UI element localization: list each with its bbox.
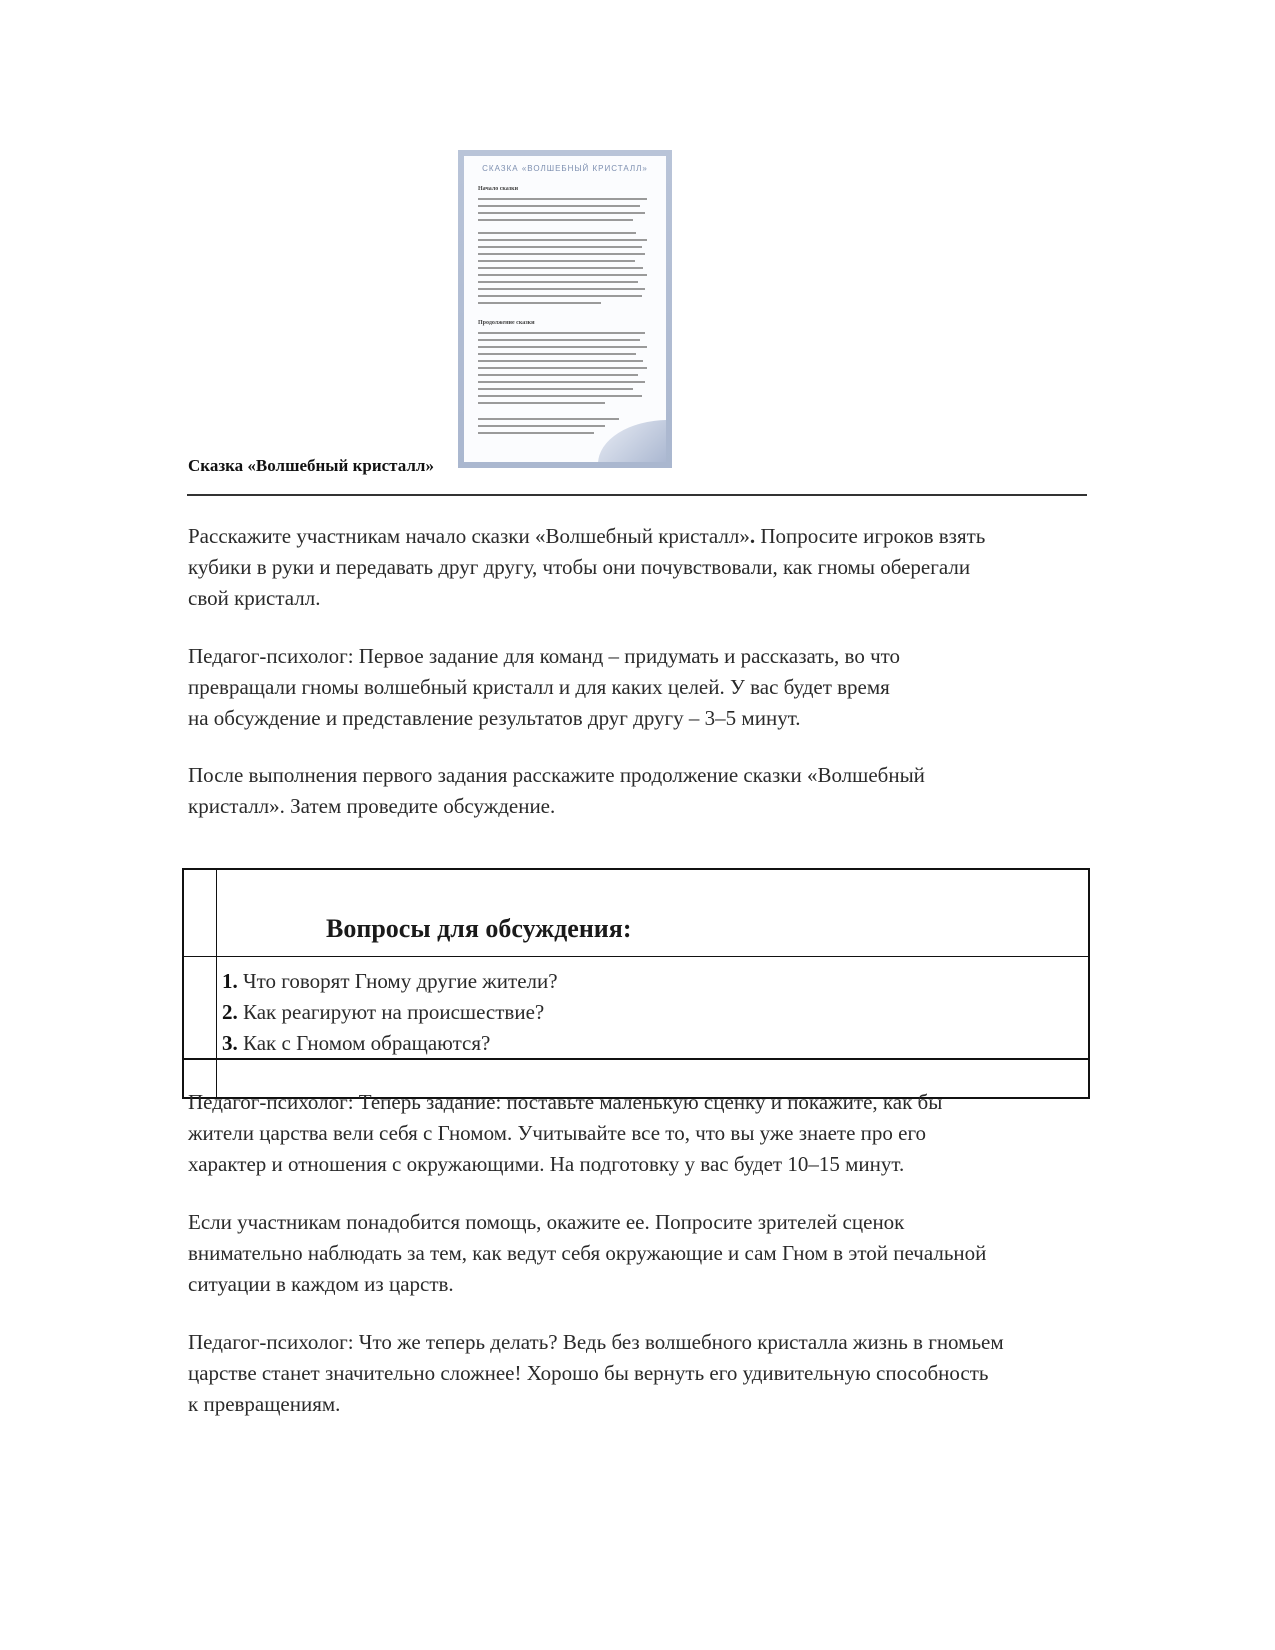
paragraph-line: свой кристалл. bbox=[188, 586, 321, 610]
paragraph-first-task bbox=[188, 641, 1088, 734]
question-number: 1. bbox=[222, 969, 238, 993]
paragraph-line: кристалл». Затем проведите обсуждение. bbox=[188, 794, 556, 818]
thumbnail-section-1: Начало сказки bbox=[478, 186, 519, 192]
thumbnail-text-block-1 bbox=[478, 198, 654, 226]
text-run: Попросите игроков взять bbox=[755, 524, 986, 548]
paragraph-continuation bbox=[188, 760, 1088, 822]
paragraph-line: превращали гномы волшебный кристалл и для каких целей. У вас будет время bbox=[188, 675, 890, 699]
paragraph-line: на обсуждение и представление результатов друг другу – 3–5 минут. bbox=[188, 706, 801, 730]
paragraph-what-now bbox=[188, 1327, 1088, 1420]
paragraph-line: Если участникам понадобится помощь, окажите ее. Попросите зрителей сценок bbox=[188, 1210, 905, 1234]
paragraph-scene-task bbox=[188, 1087, 1088, 1180]
paragraph-line bbox=[188, 521, 1088, 552]
discussion-table bbox=[182, 868, 1090, 1099]
paragraph-line: Педагог-психолог: Что же теперь делать? Ведь без волшебного кристалла жизнь в гномьем bbox=[188, 1330, 1004, 1354]
table-column-divider bbox=[216, 870, 217, 1097]
paragraph-line: После выполнения первого задания расскажите продолжение сказки «Волшебный bbox=[188, 763, 925, 787]
paragraph-line: кубики в руки и передавать друг другу, чтобы они почувствовали, как гномы оберегали bbox=[188, 555, 971, 579]
question-text: Как с Гномом обращаются? bbox=[237, 1031, 491, 1055]
paragraph-line: характер и отношения с окружающими. На подготовку у вас будет 10–15 минут. bbox=[188, 1152, 905, 1176]
table-row-divider bbox=[184, 956, 1088, 957]
thumbnail-text-block-3 bbox=[478, 332, 654, 409]
thumbnail-paper bbox=[464, 156, 666, 462]
paragraph-line: царстве станет значительно сложнее! Хорошо бы вернуть его удивительную способность bbox=[188, 1361, 989, 1385]
discussion-heading: Вопросы для обсуждения: bbox=[326, 914, 632, 943]
text-run: Расскажите участникам начало сказки «Волшебный кристалл» bbox=[188, 524, 750, 548]
bold-period: . bbox=[749, 524, 756, 548]
discussion-question-list bbox=[222, 966, 558, 1059]
paragraph-intro bbox=[188, 521, 1088, 614]
question-text: Что говорят Гному другие жители? bbox=[237, 969, 558, 993]
thumbnail-text-block-2 bbox=[478, 232, 654, 309]
paragraph-line: Педагог-психолог: Первое задание для команд – придумать и рассказать, во что bbox=[188, 644, 901, 668]
discussion-question bbox=[222, 997, 558, 1028]
fairy-tale-thumbnail bbox=[458, 150, 672, 468]
paragraph-help bbox=[188, 1207, 1088, 1300]
paragraph-line: Педагог-психолог: Теперь задание: поставьте маленькую сценку и покажите, как бы bbox=[188, 1090, 943, 1114]
question-number: 2. bbox=[222, 1000, 238, 1024]
thumbnail-section-2: Продолжение сказки bbox=[478, 320, 535, 326]
paragraph-line: внимательно наблюдать за тем, как ведут себя окружающие и сам Гном в этой печальной bbox=[188, 1241, 987, 1265]
discussion-question bbox=[222, 1028, 558, 1059]
paragraph-line: жители царства вели себя с Гномом. Учитывайте все то, что вы уже знаете про его bbox=[188, 1121, 927, 1145]
question-text: Как реагируют на происшествие? bbox=[237, 1000, 545, 1024]
paragraph-line: к превращениям. bbox=[188, 1392, 341, 1416]
thumbnail-title: СКАЗКА «ВОЛШЕБНЫЙ КРИСТАЛЛ» bbox=[482, 164, 648, 173]
image-caption: Сказка «Волшебный кристалл» bbox=[188, 456, 434, 475]
discussion-question bbox=[222, 966, 558, 997]
question-number: 3. bbox=[222, 1031, 238, 1055]
horizontal-divider bbox=[187, 494, 1087, 496]
paragraph-line: ситуации в каждом из царств. bbox=[188, 1272, 454, 1296]
